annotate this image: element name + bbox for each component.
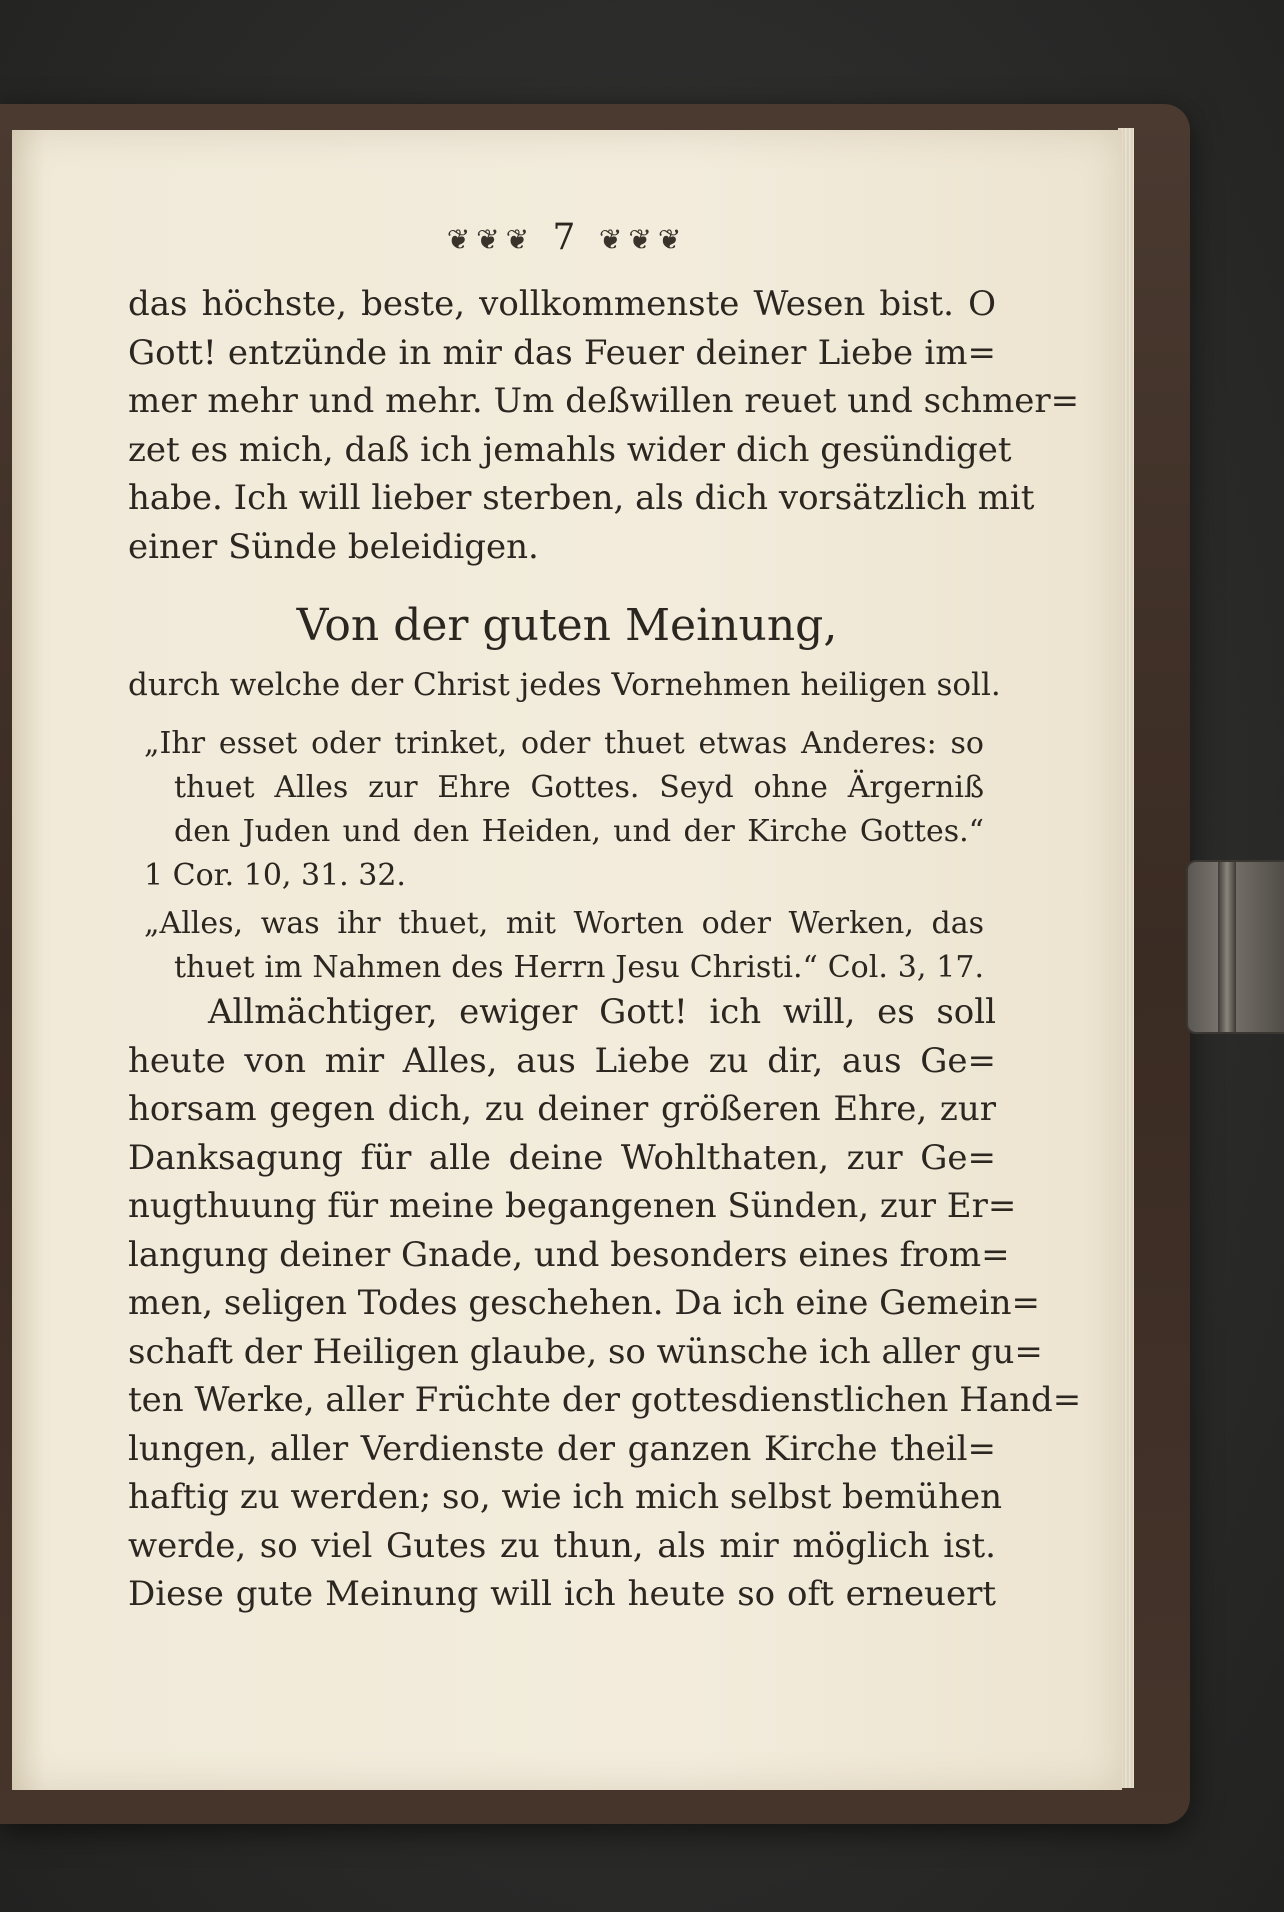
section-subheading: durch welche der Christ jedes Vornehmen heiligen soll. xyxy=(128,667,1001,703)
ornament-left-icon: ❦❦❦ xyxy=(446,223,536,256)
section-heading: Von der guten Meinung, xyxy=(296,600,838,651)
text-line: horsam gegen dich, zu deiner größeren Ehre, zur xyxy=(128,1089,996,1129)
quote-line: den Juden und den Heiden, und der Kirche Gottes.“ xyxy=(174,814,984,849)
quote-line: „Ihr esset oder trinket, oder thuet etwas Anderes: so xyxy=(144,726,984,761)
quote-line: thuet Alles zur Ehre Gottes. Seyd ohne Ärgerniß xyxy=(174,770,984,805)
text-line: mer mehr und mehr. Um deßwillen reuet und schmer= xyxy=(128,381,1080,421)
page-header xyxy=(12,218,1122,260)
text-line: men, seligen Todes geschehen. Da ich eine Gemein= xyxy=(128,1283,1041,1323)
text-line: Diese gute Meinung will ich heute so oft erneuert xyxy=(128,1574,996,1614)
page-number: 7 xyxy=(552,217,582,258)
scripture-quote-1 xyxy=(144,722,984,898)
quote-citation: 1 Cor. 10, 31. 32. xyxy=(144,858,406,893)
paragraph-2 xyxy=(128,988,1082,1619)
book-clasp xyxy=(1186,860,1284,1034)
text-line: heute von mir Alles, aus Liebe zu dir, aus Ge= xyxy=(128,1040,996,1081)
text-line: nugthuung für meine begangenen Sünden, zur Er= xyxy=(128,1186,1017,1226)
quote-line: „Alles, was ihr thuet, mit Worten oder Werken, das xyxy=(144,906,984,941)
text-line: Allmächtiger, ewiger Gott! ich will, es soll xyxy=(208,992,996,1032)
text-line: habe. Ich will lieber sterben, als dich vorsätzlich mit xyxy=(128,478,1035,518)
text-line: Danksagung für alle deine Wohlthaten, zur Ge= xyxy=(128,1137,996,1178)
text-line: ten Werke, aller Früchte der gottesdienstlichen Hand= xyxy=(128,1380,1082,1420)
text-line: einer Sünde beleidigen. xyxy=(128,526,539,567)
clasp-hinge xyxy=(1218,862,1236,1032)
quote-line: thuet im Nahmen des Herrn Jesu Christi.“ Col. 3, 17. xyxy=(174,950,984,985)
text-line: haftig zu werden; so, wie ich mich selbst bemühen xyxy=(128,1477,1002,1517)
text-line: langung deiner Gnade, und besonders eines from= xyxy=(128,1234,1010,1275)
paragraph-1 xyxy=(128,280,1080,571)
text-line: das höchste, beste, vollkommenste Wesen bist. O xyxy=(128,284,996,324)
book-page xyxy=(12,130,1122,1790)
text-line: Gott! entzünde in mir das Feuer deiner Liebe im= xyxy=(128,332,996,373)
scripture-quote-2 xyxy=(144,902,984,990)
text-line: zet es mich, daß ich jemahls wider dich gesündiget xyxy=(128,429,1012,470)
ornament-right-icon: ❦❦❦ xyxy=(598,223,688,256)
text-line: schaft der Heiligen glaube, so wünsche ich aller gu= xyxy=(128,1331,1043,1372)
text-line: werde, so viel Gutes zu thun, als mir möglich ist. xyxy=(128,1525,996,1566)
text-line: lungen, aller Verdienste der ganzen Kirche theil= xyxy=(128,1428,996,1469)
